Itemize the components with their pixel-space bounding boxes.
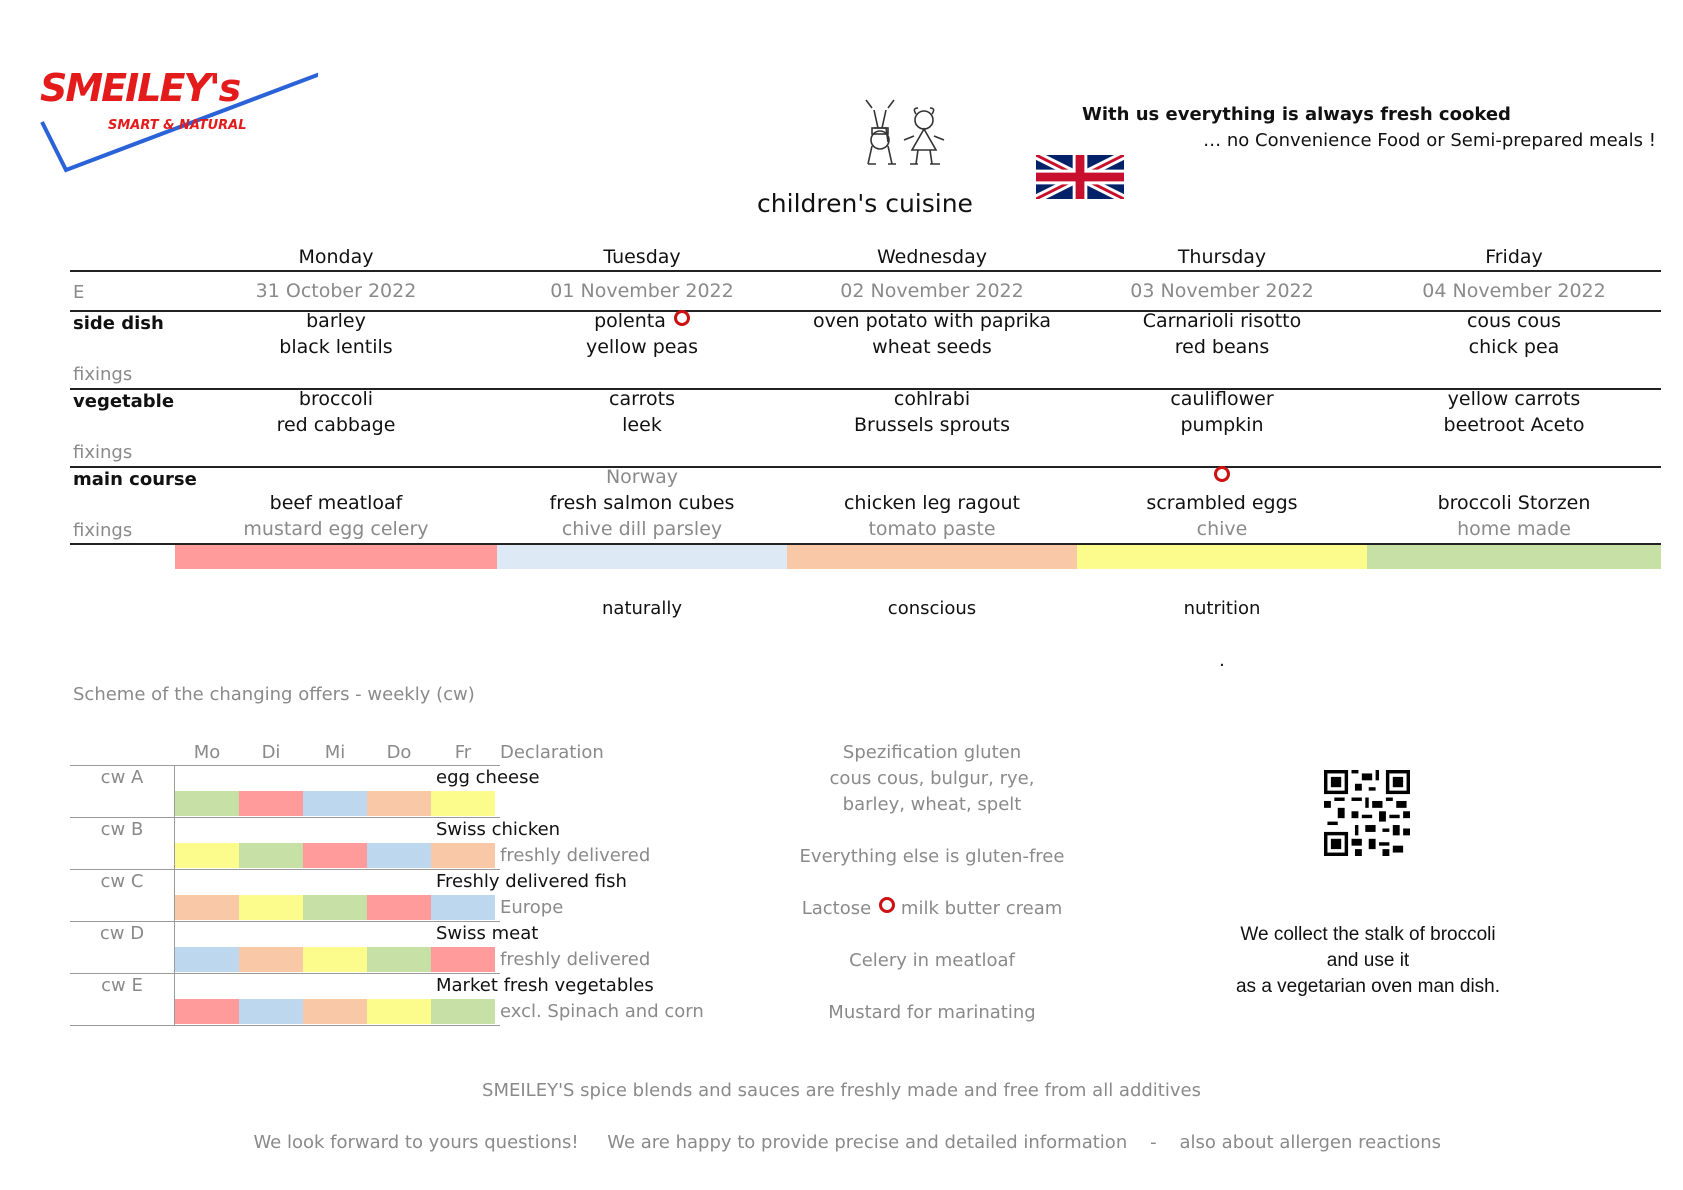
scheme-cell — [175, 843, 239, 868]
main-course-fixings: home made — [1457, 518, 1571, 540]
scheme-cw-label: cw A — [100, 767, 144, 788]
celery-note: Celery in meatloaf — [849, 950, 1015, 971]
scheme-cell — [367, 999, 431, 1024]
vegetable-1: cauliflower — [1170, 388, 1274, 410]
motto-naturally: naturally — [602, 598, 682, 619]
side-dish-2: red beans — [1174, 336, 1270, 358]
day-name: Tuesday — [603, 246, 681, 268]
main-course-fixings: mustard egg celery — [243, 518, 429, 540]
scheme-cell — [303, 895, 367, 920]
gluten-title: Spezification gluten — [842, 742, 1022, 763]
motto-nutrition: nutrition — [1183, 598, 1261, 619]
language-label: E — [73, 282, 85, 303]
row-label-side-dish: side dish — [73, 313, 164, 334]
scheme-col-fr: Fr — [454, 742, 472, 763]
footer-info: We are happy to provide precise and detailed information — [607, 1132, 1128, 1153]
side-dish-1: barley — [306, 310, 366, 332]
uk-flag-icon — [1036, 155, 1124, 199]
qr-code-icon[interactable] — [1324, 770, 1410, 856]
day-date: 02 November 2022 — [840, 280, 1024, 302]
scheme-cw-label: cw D — [99, 923, 145, 944]
scheme-title: Scheme of the changing offers - weekly (cw) — [73, 684, 475, 705]
scheme-col-di: Di — [261, 742, 281, 763]
scheme-cell — [367, 947, 431, 972]
main-course-fixings: tomato paste — [868, 518, 996, 540]
logo-main-text: SMEILEY's — [40, 66, 240, 110]
main-course: scrambled eggs — [1146, 492, 1298, 514]
scheme-cell — [303, 999, 367, 1024]
vegetable-2: red cabbage — [276, 414, 396, 436]
scheme-cell — [367, 791, 431, 816]
row-label-fixings-side: fixings — [73, 364, 133, 385]
scheme-cell — [431, 895, 495, 920]
vegetable-1: carrots — [609, 388, 675, 410]
main-course-marker-wrap — [1077, 464, 1367, 490]
scheme-offer-label: egg cheese — [436, 767, 540, 788]
vegetable-1: cohlrabi — [893, 388, 971, 410]
gluten-list-1: cous cous, bulgur, rye, — [829, 768, 1035, 789]
day-name: Monday — [298, 246, 374, 268]
scheme-cell — [175, 999, 239, 1024]
side-dish-2: wheat seeds — [872, 336, 992, 358]
day-color-bar-tuesday — [497, 545, 787, 569]
scheme-offer-label: Swiss chicken — [436, 819, 561, 840]
scheme-declaration-header: Declaration — [500, 742, 604, 763]
day-color-bar-monday — [175, 545, 497, 569]
day-column-monday — [175, 244, 497, 542]
side-dish-1-wrap — [497, 308, 787, 334]
scheme-cell — [239, 947, 303, 972]
day-column-wednesday — [787, 244, 1077, 542]
day-color-bar-friday — [1367, 545, 1661, 569]
gluten-list-2: barley, wheat, spelt — [842, 794, 1022, 815]
scheme-offer-label: Swiss meat — [436, 923, 539, 944]
scheme-cell — [431, 999, 495, 1024]
main-course-fixings: chive — [1196, 518, 1248, 540]
scheme-offer-sub: freshly delivered — [500, 845, 651, 866]
scheme-cw-label: cw E — [101, 975, 143, 996]
scheme-offer-sub: excl. Spinach and corn — [500, 1001, 704, 1022]
vegetable-2: pumpkin — [1180, 414, 1264, 436]
day-date: 31 October 2022 — [255, 280, 417, 302]
footer-questions: We look forward to yours questions! — [253, 1132, 579, 1153]
scheme-offer-label: Market fresh vegetables — [436, 975, 654, 996]
row-label-main-course: main course — [73, 469, 197, 490]
day-name: Friday — [1485, 246, 1543, 268]
lactose-note — [760, 896, 1104, 922]
day-date: 04 November 2022 — [1422, 280, 1606, 302]
motto-conscious: conscious — [887, 598, 977, 619]
footer-line-2 — [0, 1104, 1683, 1156]
main-course-fixings: chive dill parsley — [561, 518, 723, 540]
scheme-cell — [431, 843, 495, 868]
lactose-marker-icon — [674, 310, 690, 326]
tagline-1: With us everything is always fresh cooked — [1082, 104, 1511, 125]
day-column-thursday — [1077, 244, 1367, 542]
main-course: beef meatloaf — [269, 492, 403, 514]
lactose-marker-icon — [879, 897, 895, 913]
scheme-cell — [367, 895, 431, 920]
scheme-cell — [303, 843, 367, 868]
day-name: Wednesday — [876, 246, 987, 268]
broccoli-note-line-2: and use it — [1326, 950, 1410, 971]
row-label-vegetable: vegetable — [73, 391, 175, 412]
mustard-note: Mustard for marinating — [828, 1002, 1036, 1023]
children-drawing-icon — [852, 98, 952, 168]
main-course-origin — [787, 464, 1077, 490]
lactose-marker-icon — [1214, 466, 1230, 482]
lactose-label: Lactose — [801, 898, 872, 919]
footer-allergen: also about allergen reactions — [1179, 1132, 1441, 1153]
scheme-offer-sub: Europe — [500, 897, 564, 918]
broccoli-note — [1218, 922, 1518, 1000]
scheme-col-do: Do — [386, 742, 412, 763]
broccoli-note-line-3: as a vegetarian oven man dish. — [1235, 976, 1501, 997]
scheme-rule — [70, 1025, 500, 1026]
scheme-col-mo: Mo — [193, 742, 221, 763]
main-course: broccoli Storzen — [1437, 492, 1591, 514]
day-color-bar-thursday — [1077, 545, 1367, 569]
day-name: Thursday — [1177, 246, 1267, 268]
side-dish-1: cous cous — [1466, 310, 1562, 332]
side-dish-1: Carnarioli risotto — [1142, 310, 1302, 332]
scheme-cell — [239, 999, 303, 1024]
row-label-fixings-main: fixings — [73, 520, 133, 541]
scheme-cell — [303, 947, 367, 972]
side-dish-1: polenta — [594, 310, 666, 332]
scheme-cell — [239, 791, 303, 816]
logo-sub-text: SMART & NATURAL — [108, 118, 247, 133]
scheme-cell — [175, 791, 239, 816]
scheme-cell — [431, 791, 495, 816]
scheme-cw-label: cw B — [100, 819, 144, 840]
scheme-col-mi: Mi — [324, 742, 346, 763]
side-dish-2: chick pea — [1468, 336, 1560, 358]
scheme-cell — [239, 895, 303, 920]
motto-dot: . — [1219, 650, 1225, 671]
vegetable-2: beetroot Aceto — [1443, 414, 1585, 436]
day-column-tuesday — [497, 244, 787, 542]
scheme-cell — [303, 791, 367, 816]
main-course: chicken leg ragout — [843, 492, 1020, 514]
broccoli-note-line-1: We collect the stalk of broccoli — [1240, 924, 1496, 945]
vegetable-2: leek — [622, 414, 662, 436]
footer-dash: - — [1150, 1132, 1157, 1153]
scheme-offer-sub: freshly delivered — [500, 949, 651, 970]
scheme-offer-label: Freshly delivered fish — [436, 871, 627, 892]
main-course-origin — [175, 464, 497, 490]
gluten-free-note: Everything else is gluten-free — [799, 846, 1065, 867]
tagline-2: … no Convenience Food or Semi-prepared meals ! — [1203, 130, 1656, 151]
scheme-cell — [175, 947, 239, 972]
day-date: 01 November 2022 — [550, 280, 734, 302]
brand-logo — [38, 64, 318, 174]
scheme-cell — [175, 895, 239, 920]
scheme-cell — [367, 843, 431, 868]
day-date: 03 November 2022 — [1130, 280, 1314, 302]
vegetable-2: Brussels sprouts — [854, 414, 1010, 436]
main-course-origin: Norway — [605, 466, 679, 488]
scheme-cell — [239, 843, 303, 868]
vegetable-1: yellow carrots — [1447, 388, 1581, 410]
side-dish-2: yellow peas — [586, 336, 698, 358]
day-color-bar-wednesday — [787, 545, 1077, 569]
scheme-cw-label: cw C — [100, 871, 144, 892]
footer-line-1: SMEILEY'S spice blends and sauces are freshly made and free from all additives — [482, 1080, 1201, 1101]
scheme-cell — [431, 947, 495, 972]
day-column-friday — [1367, 244, 1661, 542]
allergen-info — [760, 740, 1104, 1026]
vegetable-1: broccoli — [298, 388, 374, 410]
main-course-origin — [1367, 464, 1661, 490]
lactose-items: milk butter cream — [900, 898, 1063, 919]
side-dish-2: black lentils — [279, 336, 393, 358]
page-title: children's cuisine — [757, 189, 973, 218]
main-course: fresh salmon cubes — [549, 492, 735, 514]
side-dish-1: oven potato with paprika — [812, 310, 1052, 332]
row-label-fixings-veg: fixings — [73, 442, 133, 463]
